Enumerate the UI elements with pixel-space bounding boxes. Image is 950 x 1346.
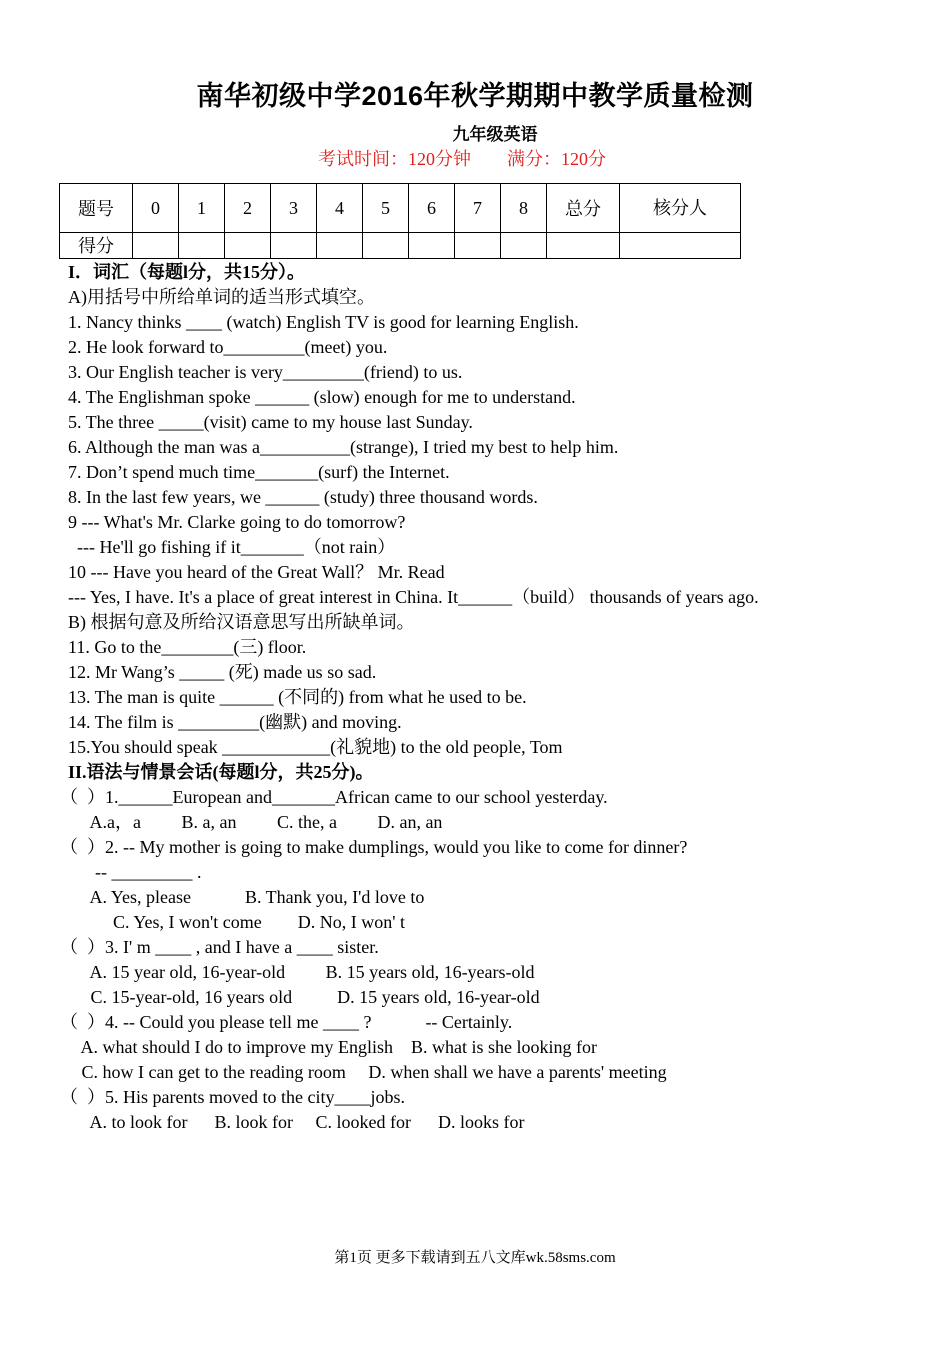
question-line: （ ）1.______European and_______African came to our school yesterday. bbox=[60, 787, 608, 807]
page-title: 南华初级中学2016年秋学期期中教学质量检测 bbox=[196, 81, 754, 111]
score-cell[interactable] bbox=[225, 233, 271, 259]
score-cell[interactable] bbox=[501, 233, 547, 259]
question-line: 1. Nancy thinks ____ (watch) English TV is good for learning English. bbox=[68, 312, 579, 332]
option-line: C. Yes, I won't come D. No, I won' t bbox=[68, 912, 405, 932]
table-cell: 7 bbox=[455, 184, 501, 233]
table-cell: 8 bbox=[501, 184, 547, 233]
score-cell[interactable] bbox=[547, 233, 620, 259]
section-heading: II.语法与情景会话(每题l分，共25分)。 bbox=[68, 762, 374, 782]
table-cell: 0 bbox=[133, 184, 179, 233]
table-cell: 1 bbox=[179, 184, 225, 233]
question-line: 7. Don’t spend much time_______(surf) the Internet. bbox=[68, 462, 450, 482]
option-line: A. 15 year old, 16-year-old B. 15 years old, 16-years-old bbox=[68, 962, 535, 982]
option-line: C. how I can get to the reading room D. when shall we have a parents' meeting bbox=[68, 1062, 667, 1082]
question-line: --- He'll go fishing if it_______（not rain） bbox=[68, 537, 396, 557]
option-line: C. 15-year-old, 16 years old D. 15 years old, 16-year-old bbox=[68, 987, 540, 1007]
option-line: A. what should I do to improve my English B. what is she looking for bbox=[68, 1037, 597, 1057]
exam-info bbox=[318, 145, 606, 171]
exam-body bbox=[60, 260, 928, 1135]
question-line: 3. Our English teacher is very_________(friend) to us. bbox=[68, 362, 463, 382]
question-line: 8. In the last few years, we ______ (study) three thousand words. bbox=[68, 487, 538, 507]
table-cell: 题号 bbox=[60, 184, 133, 233]
question-line: 11. Go to the________(三) floor. bbox=[68, 637, 307, 657]
instruction-line: A)用括号中所给单词的适当形式填空。 bbox=[68, 287, 375, 307]
instruction-line: B) 根据句意及所给汉语意思写出所缺单词。 bbox=[68, 612, 415, 632]
question-line: 2. He look forward to_________(meet) you. bbox=[68, 337, 388, 357]
table-cell: 6 bbox=[409, 184, 455, 233]
score-cell[interactable] bbox=[455, 233, 501, 259]
option-line: A. Yes, please B. Thank you, I'd love to bbox=[68, 887, 425, 907]
question-line: 14. The film is _________(幽默) and moving. bbox=[68, 712, 402, 732]
question-line: （ ）5. His parents moved to the city____jobs. bbox=[60, 1087, 405, 1107]
section-heading: I．词汇（每题l分，共15分）。 bbox=[68, 262, 306, 282]
score-table bbox=[59, 183, 741, 259]
exam-time: 考试时间：120分钟 bbox=[318, 149, 471, 169]
question-line: 15.You should speak ____________(礼貌地) to the old people, Tom bbox=[68, 737, 563, 757]
score-table-header-row bbox=[60, 184, 741, 233]
option-line: A.a，a B. a, an C. the, a D. an, an bbox=[68, 812, 443, 832]
question-line: 10 --- Have you heard of the Great Wall？ Mr. Read bbox=[68, 562, 445, 582]
score-cell[interactable] bbox=[409, 233, 455, 259]
table-cell: 4 bbox=[317, 184, 363, 233]
question-line: 12. Mr Wang’s _____ (死) made us so sad. bbox=[68, 662, 377, 682]
question-line: 6. Although the man was a__________(strange), I tried my best to help him. bbox=[68, 437, 619, 457]
score-cell[interactable] bbox=[179, 233, 225, 259]
question-line: --- Yes, I have. It's a place of great interest in China. It______（build） thousands of years ago. bbox=[68, 587, 759, 607]
option-line: A. to look for B. look for C. looked for D. looks for bbox=[68, 1112, 525, 1132]
question-line: （ ）4. -- Could you please tell me ____ ? -- Certainly. bbox=[60, 1012, 513, 1032]
score-cell[interactable] bbox=[363, 233, 409, 259]
table-cell: 3 bbox=[271, 184, 317, 233]
question-line: 5. The three _____(visit) came to my house last Sunday. bbox=[68, 412, 473, 432]
question-line: （ ）2. -- My mother is going to make dumplings, would you like to come for dinner? bbox=[60, 837, 688, 857]
question-line: 9 --- What's Mr. Clarke going to do tomorrow? bbox=[68, 512, 406, 532]
table-cell: 总分 bbox=[547, 184, 620, 233]
table-cell: 5 bbox=[363, 184, 409, 233]
table-cell: 核分人 bbox=[620, 184, 741, 233]
score-cell[interactable] bbox=[271, 233, 317, 259]
answer-line: -- _________ . bbox=[68, 862, 202, 882]
page-footer: 第1页 更多下载请到五八文库wk.58sms.com bbox=[334, 1250, 616, 1266]
question-line: 4. The Englishman spoke ______ (slow) enough for me to understand. bbox=[68, 387, 576, 407]
subject-title: 九年级英语 bbox=[452, 125, 538, 144]
question-line: （ ）3. I' m ____ , and I have a ____ sister. bbox=[60, 937, 379, 957]
question-line: 13. The man is quite ______ (不同的) from what he used to be. bbox=[68, 687, 527, 707]
table-cell: 得分 bbox=[60, 233, 133, 259]
score-table-score-row bbox=[60, 233, 741, 259]
score-cell[interactable] bbox=[133, 233, 179, 259]
full-score: 满分：120分 bbox=[507, 149, 606, 169]
score-cell[interactable] bbox=[620, 233, 741, 259]
table-cell: 2 bbox=[225, 184, 271, 233]
score-cell[interactable] bbox=[317, 233, 363, 259]
